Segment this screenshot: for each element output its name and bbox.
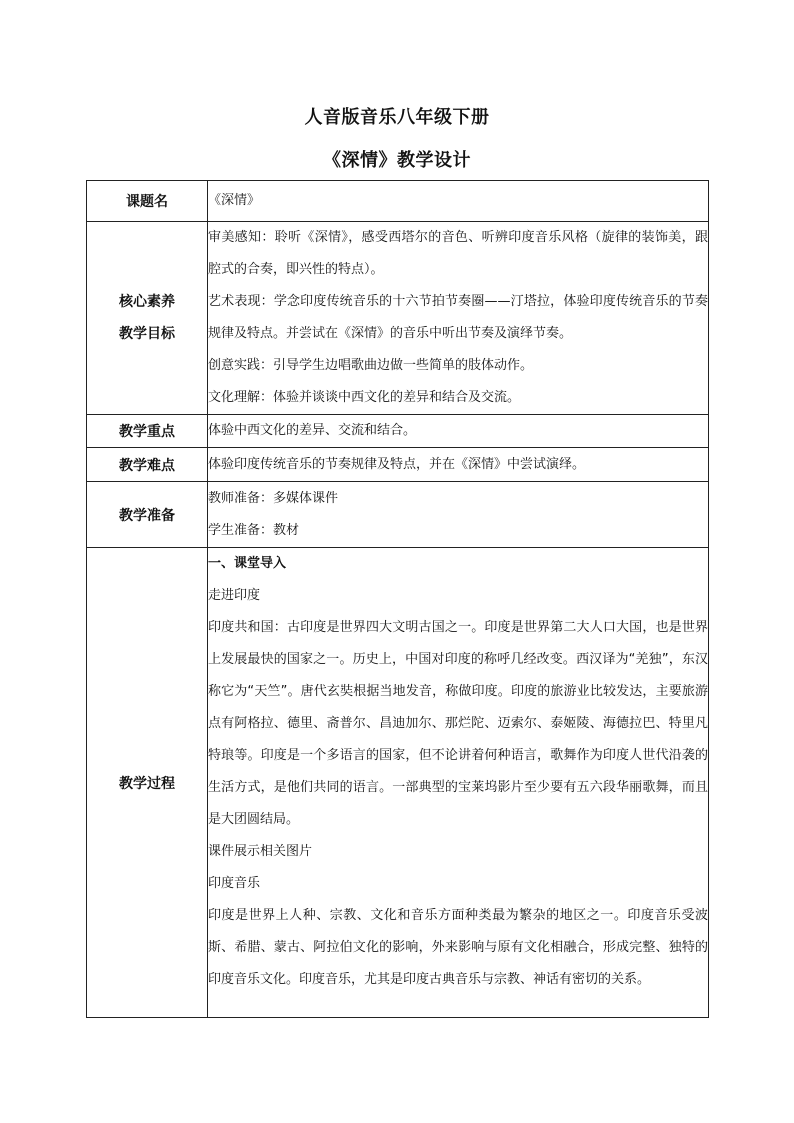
process-subheading-india: 走进印度 [208, 588, 261, 603]
topic-value: 《深情》 [208, 181, 709, 222]
objectives-label [87, 222, 208, 415]
objectives-label-line1: 核心素养 [119, 294, 175, 310]
difficulties-value: 体验印度传统音乐的节奏规律及特点，并在《深情》中尝试演绎。 [208, 448, 709, 482]
key-points-label: 教学重点 [87, 415, 208, 448]
preparation-content [208, 482, 709, 548]
process-subheading-music: 印度音乐 [208, 876, 261, 891]
topic-label: 课题名 [87, 181, 208, 222]
lesson-plan-table [86, 180, 709, 1018]
process-label: 教学过程 [87, 548, 208, 1018]
objectives-content [208, 222, 709, 415]
document-title: 人音版音乐八年级下册 [304, 107, 490, 128]
process-heading: 一、课堂导入 [208, 556, 287, 571]
row-preparation [87, 482, 709, 548]
preparation-teacher: 教师准备：多媒体课件 [208, 490, 339, 506]
objective-cultural: 文化理解：体验并谈谈中西文化的差异和结合及交流。 [208, 390, 521, 405]
process-paragraph-music: 印度是世界上人种、宗教、文化和音乐方面种类最为繁杂的地区之一。印度音乐受波斯、希腊、蒙古、阿拉伯文化的影响，外来影响与原有文化相融合，形成完整、独特的印度音乐文化。印度音乐，尤其是印度古典音乐与宗教、神话有密切的关系。 [208, 908, 708, 987]
objectives-label-line2: 教学目标 [119, 326, 175, 342]
preparation-student: 学生准备：教材 [208, 522, 300, 538]
row-objectives [87, 222, 709, 415]
process-content [208, 548, 709, 1018]
objective-aesthetic: 审美感知：聆听《深情》，感受西塔尔的音色、听辨印度音乐风格（旋律的装饰美，跟腔式的合奏，即兴性的特点）。 [208, 230, 708, 277]
preparation-label: 教学准备 [87, 482, 208, 548]
key-points-value: 体验中西文化的差异、交流和结合。 [208, 415, 709, 448]
row-topic [87, 181, 709, 222]
objective-creative: 创意实践：引导学生边唱歌曲边做一些简单的肢体动作。 [208, 358, 534, 373]
row-key-points [87, 415, 709, 448]
process-paragraph-india: 印度共和国：古印度是世界四大文明古国之一。印度是世界第二大人口大国，也是世界上发展最快的国家之一。历史上，中国对印度的称呼几经改变。西汉译为“羌独”，东汉称它为“天竺”。唐代玄奘根据当地发音，称做印度。印度的旅游业比较发达，主要旅游点有阿格拉、德里、斋普尔、昌迪加尔、那烂陀、迈索尔、泰姬陵、海德拉巴、特里凡特琅等。印度是一个多语言的国家，但不论讲着何种语言，歌舞作为印度人世代沿袭的生活方式，是他们共同的语言。一部典型的宝莱坞影片至少要有五六段华丽歌舞，而且是大团圆结局。 [208, 620, 708, 827]
difficulties-label: 教学难点 [87, 448, 208, 482]
document-subtitle: 《深情》教学设计 [323, 150, 471, 171]
process-show-images: 课件展示相关图片 [208, 844, 313, 859]
row-process [87, 548, 709, 1018]
row-difficulties [87, 448, 709, 482]
objective-artistic: 艺术表现：学念印度传统音乐的十六节拍节奏圈——汀塔拉，体验印度传统音乐的节奏规律及特点。并尝试在《深情》的音乐中听出节奏及演绎节奏。 [208, 294, 708, 341]
